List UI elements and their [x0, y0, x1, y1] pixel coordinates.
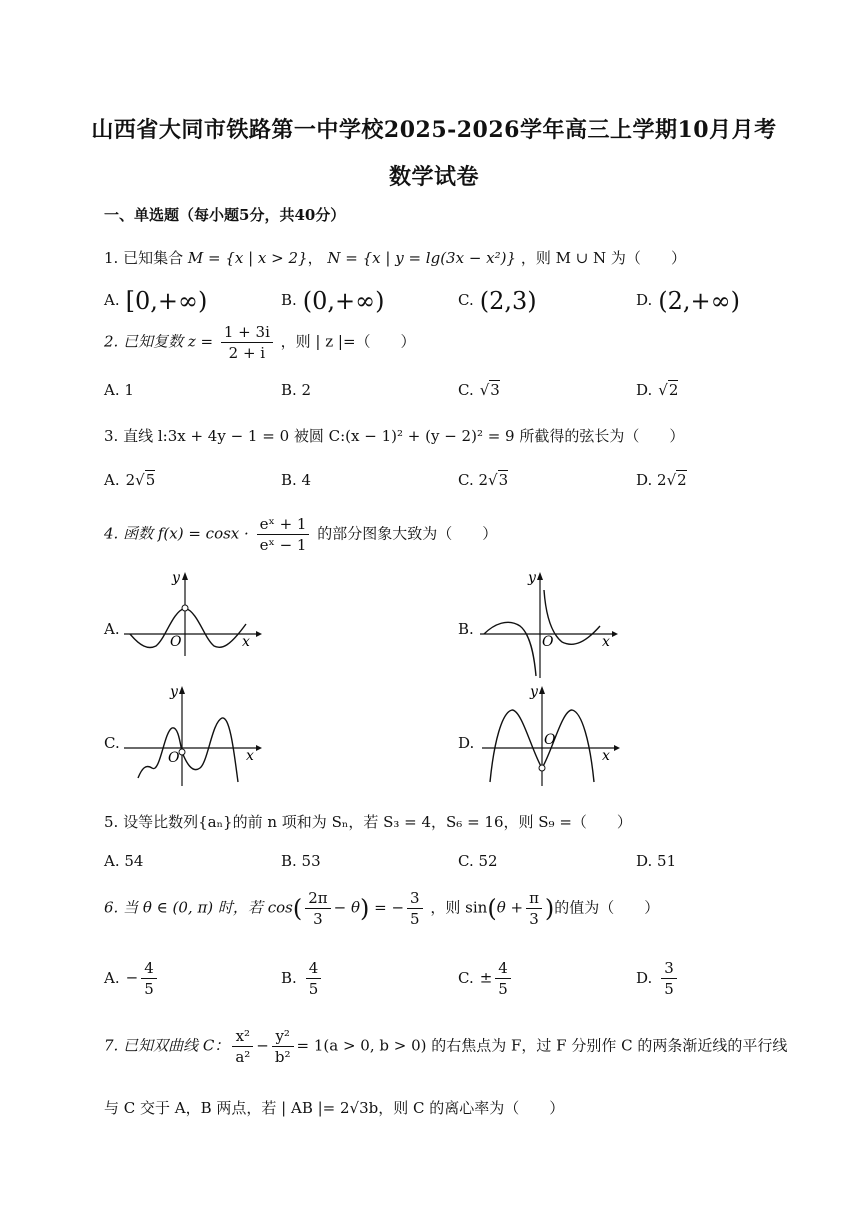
svg-text:y: y	[530, 684, 538, 700]
q1-sep: ，	[307, 249, 323, 267]
graph-c[interactable]	[122, 682, 262, 792]
q2-option-b[interactable]: B. 2	[281, 381, 312, 399]
svg-text:O: O	[544, 732, 556, 748]
graph-b[interactable]	[478, 568, 618, 688]
q1-set-n: N = {x | y = lg(3x − x²)}	[327, 249, 517, 267]
svg-text:x: x	[242, 634, 250, 650]
question-7-line2: 与 C 交于 A，B 两点，若 | AB |= 2√3b，则 C 的离心率为（ ）	[104, 1099, 565, 1117]
question-2: 2. 已知复数 z = $\frac{1 + 3i}{2 + i}$ ，则 | z |=（ ）	[104, 323, 416, 362]
svg-text:y: y	[170, 684, 178, 700]
q2-option-d[interactable]: D. √2	[636, 381, 679, 399]
svg-text:x: x	[602, 748, 610, 764]
svg-text:x: x	[602, 634, 610, 650]
q5-option-a[interactable]: A. 54	[104, 852, 144, 870]
q5-option-b[interactable]: B. 53	[281, 852, 321, 870]
graph-b-label[interactable]: B.	[458, 620, 474, 638]
q1-prefix: 1. 已知集合	[104, 249, 184, 267]
q6-option-a[interactable]: A. − $\frac{4}{5}$	[104, 958, 160, 999]
q6-option-c[interactable]: C. ± $\frac{4}{5}$	[458, 958, 514, 999]
q4-fraction: $\frac{\text{eˣ + 1}}{\text{eˣ − 1}}$	[257, 514, 310, 555]
q5-option-c[interactable]: C. 52	[458, 852, 498, 870]
question-5: 5. 设等比数列{aₙ}的前 n 项和为 Sₙ，若 S₃ = 4，S₆ = 16，则 S₉ =（ ）	[104, 813, 632, 831]
svg-text:y: y	[528, 570, 536, 586]
question-1	[104, 247, 686, 268]
section-heading: 一、单选题（每小题5分，共40分）	[104, 206, 346, 224]
exam-subtitle: 数学试卷	[388, 164, 479, 190]
q6-option-d[interactable]: D. $\frac{3}{5}$	[636, 958, 680, 999]
q3-option-b[interactable]: B. 4	[281, 471, 312, 489]
q3-option-c[interactable]: C. 2√3	[458, 471, 509, 489]
svg-text:x: x	[246, 748, 254, 764]
svg-text:O: O	[168, 750, 180, 766]
q3-option-d[interactable]: D. 2√2	[636, 471, 687, 489]
graph-d[interactable]	[480, 682, 620, 792]
exam-title: 山西省大同市铁路第一中学校2025-2026学年高三上学期10月月考	[91, 117, 777, 143]
q1-option-d[interactable]: D. (2,+∞)	[636, 287, 740, 315]
svg-text:O: O	[170, 634, 182, 650]
graph-a-label[interactable]: A.	[104, 620, 120, 638]
q3-option-a[interactable]: A. 2√5	[104, 471, 156, 489]
question-6: 6. 当 θ ∈ (0, π) 时，若 cos( $\frac{2\pi}{3}$ − θ) = − $\frac{3}{5}$ ，则 sin(θ + $\frac{\pi}{3}$ )的值为（ ）	[104, 889, 660, 928]
q2-option-c[interactable]: C. √3	[458, 381, 500, 399]
svg-text:y: y	[172, 570, 180, 586]
q5-option-d[interactable]: D. 51	[636, 852, 677, 870]
q2-option-a[interactable]: A. 1	[104, 381, 134, 399]
graph-c-label[interactable]: C.	[104, 734, 120, 752]
graph-d-label[interactable]: D.	[458, 734, 475, 752]
q1-tail: ，则 M ∪ N 为（ ）	[520, 249, 686, 267]
q1-option-b[interactable]: B. (0,+∞)	[281, 287, 385, 315]
svg-text:O: O	[542, 634, 554, 650]
q6-option-b[interactable]: B. $\frac{4}{5}$	[281, 958, 324, 999]
question-3: 3. 直线 l:3x + 4y − 1 = 0 被圆 C:(x − 1)² + (y − 2)² = 9 所截得的弦长为（ ）	[104, 427, 685, 445]
q2-fraction: $\frac{1 + 3i}{2 + i}$	[221, 322, 273, 363]
q1-option-a[interactable]: A. [0,+∞)	[104, 287, 208, 315]
q1-set-m: M = {x | x > 2}	[187, 249, 308, 267]
question-7: 7. 已知双曲线 C： $\frac{\text{x²}}{\text{a²}}$ − $\frac{\text{y²}}{\text{b²}}$ = 1(a > 0, b > 0) 的右焦点为 F，过 F 分别作 C 的两条渐近线的平行线	[104, 1027, 788, 1066]
graph-a[interactable]	[122, 568, 262, 658]
q1-option-c[interactable]: C. (2,3)	[458, 287, 537, 315]
question-4: 4. 函数 f(x) = cosx · $\frac{\text{eˣ + 1}}{\text{eˣ − 1}}$ 的部分图象大致为（ ）	[104, 515, 498, 554]
